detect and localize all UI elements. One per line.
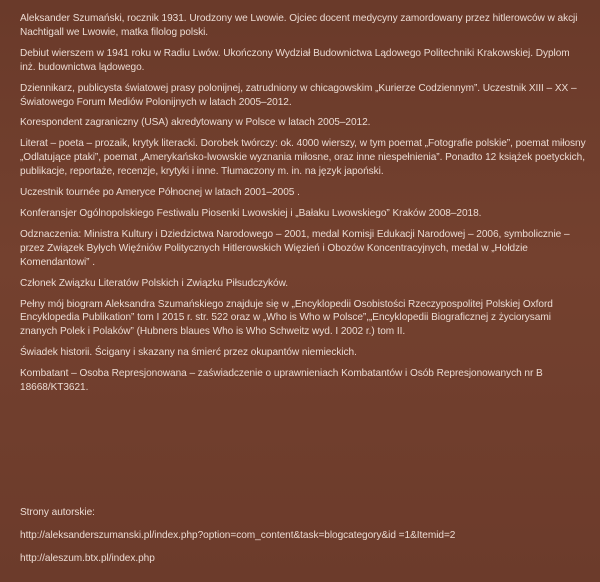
website-link-2: http://aleszum.btx.pl/index.php	[20, 552, 155, 564]
bio-paragraph-awards: Odznaczenia: Ministra Kultury i Dziedzictwa Narodowego – 2001, medal Komisji Edukacji Narodowej – 2006, symbolicznie – przez Związek Byłych Więźniów Politycznych Hitlerowskich Więzień i Obozów Koncentracyjnych, medal w „Hołdzie Komendantowi” .	[20, 228, 570, 268]
author-biography	[20, 12, 586, 395]
bio-paragraph-veteran: Kombatant – Osoba Represjonowana – zaświadczenie o uprawnieniach Kombatantów i Osób Represjonowanych nr B 18668/KT3621.	[20, 368, 543, 394]
bio-paragraph-journalism: Dziennikarz, publicysta światowej prasy polonijnej, zatrudniony w chicagowskim „Kurierze Codziennym”. Uczestnik XIII – XX – Światowego Forum Mediów Polonijnych w latach 2005–2012.	[20, 82, 577, 108]
author-websites	[20, 506, 586, 575]
bio-paragraph-correspondent: Korespondent zagraniczny (USA) akredytowany w Polsce w latach 2005–2012.	[20, 117, 371, 129]
websites-heading: Strony autorskie:	[20, 507, 95, 518]
bio-paragraph-witness: Świadek historii. Ścigany i skazany na śmierć przez okupantów niemieckich.	[20, 347, 357, 359]
website-link-1: http://aleksanderszumanski.pl/index.php?option=com_content&task=blogcategory&id =1&Itemid=2	[20, 529, 456, 541]
bio-paragraph-encyclopedias: Pełny mój biogram Aleksandra Szumańskiego znajduje się w „Encyklopedii Osobistości Rzeczypospolitej Polskiej Oxford Encyklopedia Publikation” tom I 2015 r. str. 522 oraz w „Who is Who w Polsce”,„Encyklopedii Biograficznej z życiorysami znanych Polek i Polaków” (Hubners blaues Who is Who Schweitz wyd. I 2002 r.) tom II.	[20, 298, 553, 338]
bio-paragraph-tour: Uczestnik tournée po Ameryce Północnej w latach 2001–2005 .	[20, 187, 300, 199]
bio-paragraph-festival: Konferansjer Ogólnopolskiego Festiwalu Piosenki Lwowskiej i „Bałaku Lwowskiego” Kraków 2008–2018.	[20, 207, 482, 219]
bio-paragraph-debut-education: Debiut wierszem w 1941 roku w Radiu Lwów. Ukończony Wydział Budownictwa Lądowego Politechniki Krakowskiej. Dyplom inż. budownictwa lądowego.	[20, 47, 570, 73]
bio-paragraph-origin: Aleksander Szumański, rocznik 1931. Urodzony we Lwowie. Ojciec docent medycyny zamordowany przez hitlerowców w akcji Nachtigall we Lwowie, matka filolog polski.	[20, 13, 578, 38]
bio-paragraph-memberships: Członek Związku Literatów Polskich i Związku Piłsudczyków.	[20, 277, 289, 289]
bio-paragraph-literary-work: Literat – poeta – prozaik, krytyk literacki. Dorobek twórczy: ok. 4000 wierszy, w tym poemat „Fotografie polskie”, poemat miłosny „Odlatujące ptaki”, poemat „Amerykańsko-lwowskie wyznania miłosne, oraz inne niespełnienia”. Ponadto 12 książek poetyckich, publikacje, reportaże, recenzje, krytyki i inne. Tłumaczony m. in. na język japoński.	[20, 138, 586, 178]
